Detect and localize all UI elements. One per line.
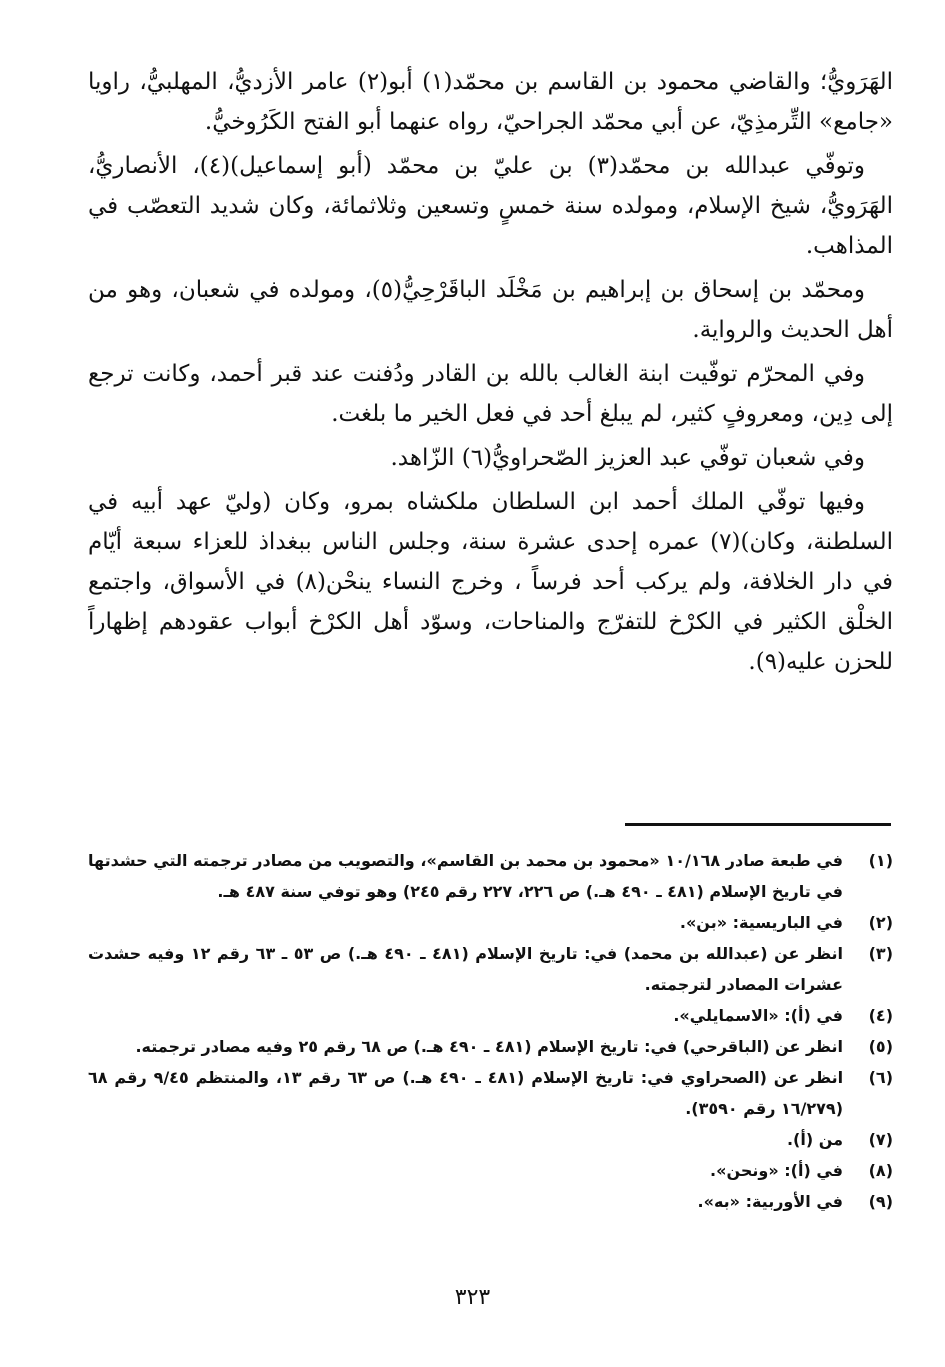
main-text (88, 62, 893, 686)
footnote (88, 1155, 893, 1186)
footnote (88, 938, 893, 1000)
footnote-number: (٥) (868, 1037, 893, 1056)
footnote-number: (٢) (868, 913, 893, 932)
footnote (88, 1124, 893, 1155)
footnote (88, 1186, 893, 1217)
footnote-text: من (أ). (786, 1130, 843, 1149)
footnote (88, 845, 893, 907)
footnote (88, 1031, 893, 1062)
footnote-text: في (أ): «الاسمايلي». (673, 1006, 843, 1025)
footnote-text: في الأوربية: «به». (697, 1192, 843, 1211)
footnote-number: (٨) (868, 1161, 893, 1180)
footnote-text: انظر عن (الباقرحي) في: تاريخ الإسلام (٤٨١ ـ ٤٩٠ هـ.) ص ٦٨ رقم ٢٥ وفيه مصادر ترجمته. (135, 1037, 843, 1056)
footnote-text: في الباريسية: «بن». (679, 913, 843, 932)
footnote-number: (٧) (868, 1130, 893, 1149)
footnote-number: (٦) (868, 1068, 893, 1087)
footnote-number: (١) (868, 851, 893, 870)
page-number: ٣٢٣ (454, 1285, 491, 1310)
footnote-number: (٩) (868, 1192, 893, 1211)
footnote-text: في (أ): «ونحن». (710, 1161, 843, 1180)
paragraph: الهَرَويُّ؛ والقاضي محمود بن القاسم بن محمّد(١) أبو(٢) عامر الأزديُّ، المهلبيُّ، راويا «جامع» التِّرمذِيّ، عن أبي محمّد الجراحيّ، رواه عنهما أبو الفتح الكَرُوخيُّ. (88, 69, 894, 135)
footnote-divider (625, 823, 891, 826)
footnote (88, 1000, 893, 1031)
footnote (88, 1062, 893, 1124)
footnote-number: (٤) (868, 1006, 893, 1025)
footnote-text: في طبعة صادر ١٠/١٦٨ «محمود بن محمد بن القاسم»، والتصويب من مصادر ترجمته التي حشدتها في تاريخ الإسلام (٤٨١ ـ ٤٩٠ هـ.) ص ٢٢٦، ٢٢٧ رقم ٢٤٥) وهو توفي سنة ٤٨٧ هـ. (88, 851, 844, 901)
paragraph: وفيها توفّي الملك أحمد ابن السلطان ملكشاه بمرو، وكان (وليّ عهد أبيه في السلطنة، وكان)(٧) عمره إحدى عشرة سنة، وجلس الناس ببغداذ للعزاء سبعة أيّام في دار الخلافة، ولم يركب أحد فرساً ، وخرج النساء ينحْن(٨) في الأسواق، واجتمع الخلْق الكثير في الكرْخ للتفرّج والمناحات، وسوّد أهل الكرْخ أبواب عقودهم إظهاراً للحزن عليه(٩). (88, 489, 894, 675)
footnote-text: انظر عن (عبدالله بن محمد) في: تاريخ الإسلام (٤٨١ ـ ٤٩٠ هـ.) ص ٥٣ ـ ٦٣ رقم ١٢ وفيه حشدت عشرات المصادر لترجمته. (88, 944, 844, 994)
footnote-text: انظر عن (الصحراوي في: تاريخ الإسلام (٤٨١ ـ ٤٩٠ هـ.) ص ٦٣ رقم ١٣، والمنتظم ٩/٤٥ رقم ٦٨ (١٦/٢٧٩ رقم ٣٥٩٠). (88, 1068, 844, 1118)
paragraph: وفي شعبان توفّي عبد العزيز الصّحراويُّ(٦) الزّاهد. (390, 445, 865, 471)
footnotes (88, 845, 893, 1217)
paragraph: وفي المحرّم توفّيت ابنة الغالب بالله بن القادر ودُفنت عند قبر أحمد، وكانت ترجع إلى دِين، ومعروفٍ كثير، لم يبلغ أحد في فعل الخير ما بلغت. (88, 361, 893, 427)
paragraph: وتوفّي عبدالله بن محمّد(٣) بن عليّ بن محمّد (أبو إسماعيل)(٤)، الأنصاريُّ، الهَرَويُّ، شيخ الإسلام، ومولده سنة خمسٍ وتسعين وثلاثمائة، وكان شديد التعصّب في المذاهب. (88, 153, 893, 259)
footnote-number: (٣) (868, 944, 893, 963)
paragraph: ومحمّد بن إسحاق بن إبراهيم بن مَخْلَد الباقَرْحِيُّ(٥)، ومولده في شعبان، وهو من أهل الحديث والرواية. (88, 277, 893, 343)
footnote (88, 907, 893, 938)
